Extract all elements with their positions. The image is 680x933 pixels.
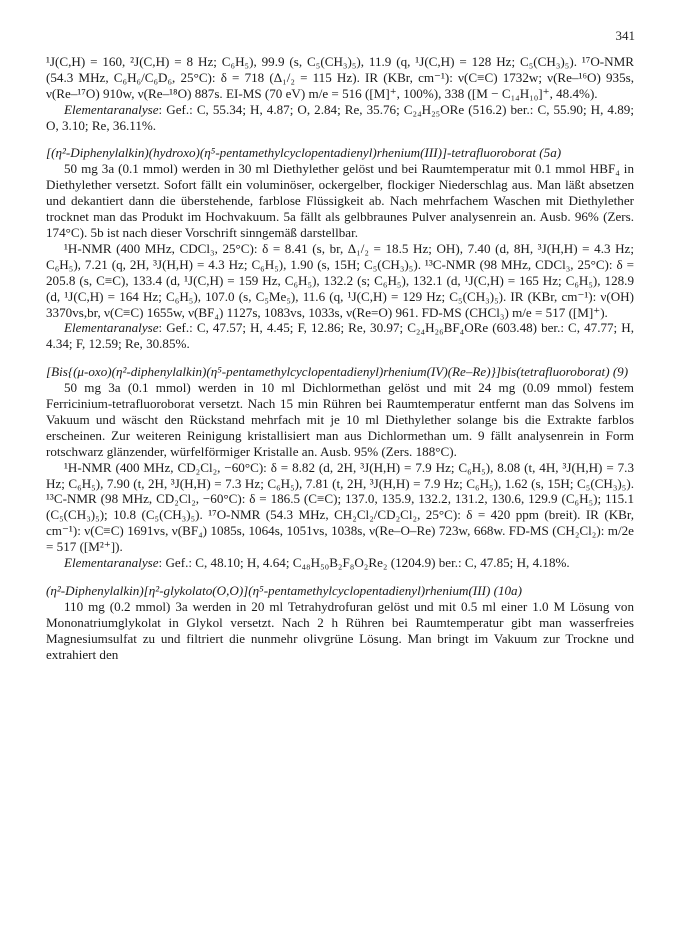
elemental-analysis-9 [46, 555, 634, 571]
nmr-paragraph-5a: ¹H-NMR (400 MHz, CDCl₃, 25°C): δ = 8.41 (s, br, Δ₁/₂ = 18.5 Hz; OH), 7.40 (d, 8H, ³J(H,H) = 4.3 Hz; C₆H₅), 7.21 (q, 2H, ³J(H,H) = 4.3 Hz; C₆H₅), 1.90 (s, 15H; C₅(CH₃)₅). ¹³C-NMR (98 MHz, CDCl₃, 25°C): δ = 205.8 (s, C≡C), 133.4 (d, ¹J(C,H) = 159 Hz, C₆H₅), 132.2 (s; C₆H₅), 132.1 (d, ¹J(C,H) = 165 Hz; C₆H₅), 128.9 (d, ¹J(C,H) = 164 Hz; C₆H₅), 107.0 (s, C₅Me₅), 11.6 (q, ¹J(C,H) = 129 Hz; C₅(CH₃)₅). IR (KBr, cm⁻¹): ν(OH) 3370vs,br, ν(C≡C) 1655w, ν(BF₄) 1127s, 1083vs, 1033s, ν(Re=O) 961. FD-MS (CHCl₃) m/e = 517 ([M]⁺). [46, 240, 634, 320]
elemental-label-4: Elementaranalyse [64, 101, 159, 117]
elemental-text-5a: : Gef.: C, 47.57; H, 4.45; F, 12.86; Re, 30.97; C₂₄H₂₆BF₄ORe (603.48) ber.: C, 47.77; H, 4.34; F, 12.59; Re, 30.85%. [46, 320, 634, 352]
nmr-paragraph-4: ¹J(C,H) = 160, ²J(C,H) = 8 Hz; C₆H₅), 99.9 (s, C₅(CH₃)₅), 11.9 (q, ¹J(C,H) = 128 Hz; C₅(CH₃)₅). ¹⁷O-NMR (54.3 MHz, C₆H₆/C₆D₆, 25°C): δ = 718 (Δ₁/₂ = 115 Hz). IR (KBr, cm⁻¹): ν(C≡C) 1732w; ν(Re–¹⁶O) 935s, ν(Re–¹⁷O) 910w, ν(Re–¹⁸O) 887s. EI-MS (70 eV) m/e = 516 ([M]⁺, 100%), 338 ([M − C₁₄H₁₀]⁺, 48.4%). [46, 53, 634, 101]
elemental-text-9: : Gef.: C, 48.10; H, 4.64; C₄₈H₅₀B₂F₈O₂Re₂ (1204.9) ber.: C, 47.85; H, 4.18%. [158, 555, 570, 571]
section-title-9: [Bis{(μ-oxo)(η²-diphenylalkin)(η⁵-pentamethylcyclopentadienyl)rhenium(IV)(Re–Re)}]bis(tetrafluoroborat) (9) [46, 364, 629, 380]
elemental-text-4: : Gef.: C, 55.34; H, 4.87; O, 2.84; Re, 35.76; C₂₄H₂₅ORe (516.2) ber.: C, 55.90; H, 4.89; O, 3.10; Re, 36.11%. [46, 101, 634, 133]
section-title-5a: [(η²-Diphenylalkin)(hydroxo)(η⁵-pentamethylcyclopentadienyl)rhenium(III)]-tetrafluoroborat (5a) [46, 145, 562, 161]
page-number: 341 [615, 28, 635, 43]
preparation-5a: 50 mg 3a (0.1 mmol) werden in 30 ml Diethylether gelöst und bei Raumtemperatur mit 0.1 mmol HBF₄ in Diethylether versetzt. Sofort fällt ein voluminöser, ockergelber, flockiger Niederschlag aus. Man läßt absetzen und dekantiert dann die überstehende, farblose Flüssigkeit ab. Nach mehrfachem Waschen mit Diethylether trocknet man das Produkt im Hochvakuum. 5a fällt als gelbbraunes Pulver analysenrein an. Ausb. 96% (Zers. 174°C). 5b ist nach dieser Vorschrift sinngemäß darstellbar. [46, 161, 634, 240]
elemental-analysis-4 [46, 102, 634, 134]
preparation-10a: 110 mg (0.2 mmol) 3a werden in 20 ml Tetrahydrofuran gelöst und mit 0.5 ml einer 1.0 M Lösung von Mononatriumglykolat in Glykol versetzt. Nach 2 h Rühren bei Raumtemperatur gibt man wasserfreies Magnesiumsulfat zu und filtriert die nunmehr olivgrüne Lösung. Man bringt im Vakuum zur Trockne und extrahiert den [46, 598, 634, 662]
elemental-label-5a: Elementaranalyse [64, 320, 159, 336]
nmr-paragraph-9: ¹H-NMR (400 MHz, CD₂Cl₂, −60°C): δ = 8.82 (d, 2H, ³J(H,H) = 7.9 Hz; C₆H₅), 8.08 (t, 4H, ³J(H,H) = 7.3 Hz; C₆H₅), 7.90 (t, 2H, ³J(H,H) = 7.3 Hz; C₆H₅), 7.81 (t, 2H, ³J(H,H) = 7.9 Hz; C₆H₅), 1.62 (s, 15H; C₅(CH₃)₅). ¹³C-NMR (98 MHz, CD₂Cl₂, −60°C): δ = 186.5 (C≡C); 137.0, 135.9, 132.2, 131.2, 130.6, 129.9 (C₆H₅); 115.1 (C₅(CH₃)₅); 10.8 (C₅(CH₃)₅). ¹⁷O-NMR (54.3 MHz, CH₂Cl₂/CD₂Cl₂, 25°C): δ = 420 ppm (breit). IR (KBr, cm⁻¹): ν(C≡C) 1691vs, ν(BF₄) 1085s, 1064s, 1051vs, 1038s, ν(Re–O–Re) 723w, 668w. FD-MS (CH₂Cl₂): m/2e = 517 ([M²⁺]). [46, 459, 634, 555]
elemental-label-9: Elementaranalyse [64, 555, 159, 571]
elemental-analysis-5a [46, 320, 634, 352]
preparation-9: 50 mg 3a (0.1 mmol) werden in 10 ml Dichlormethan gelöst und mit 24 mg (0.09 mmol) festem Ferricinium-tetrafluoroborat versetzt. Nach 15 min Rühren bei Raumtemperatur entfernt man das Solvens im Vakuum und wäscht den Rückstand mehrfach mit je 10 ml Diethylether solange bis die Extrakte farblos erscheinen. Zur weiteren Reinigung kristallisiert man aus Dichlormethan um. 9 fällt analysenrein in Form rotschwarz glänzender, würfelförmiger Kristalle an. Ausb. 95% (Zers. 188°C). [46, 380, 634, 459]
section-title-10a: (η²-Diphenylalkin)[η²-glykolato(O,O)](η⁵-pentamethylcyclopentadienyl)rhenium(III) (10a) [46, 583, 522, 598]
